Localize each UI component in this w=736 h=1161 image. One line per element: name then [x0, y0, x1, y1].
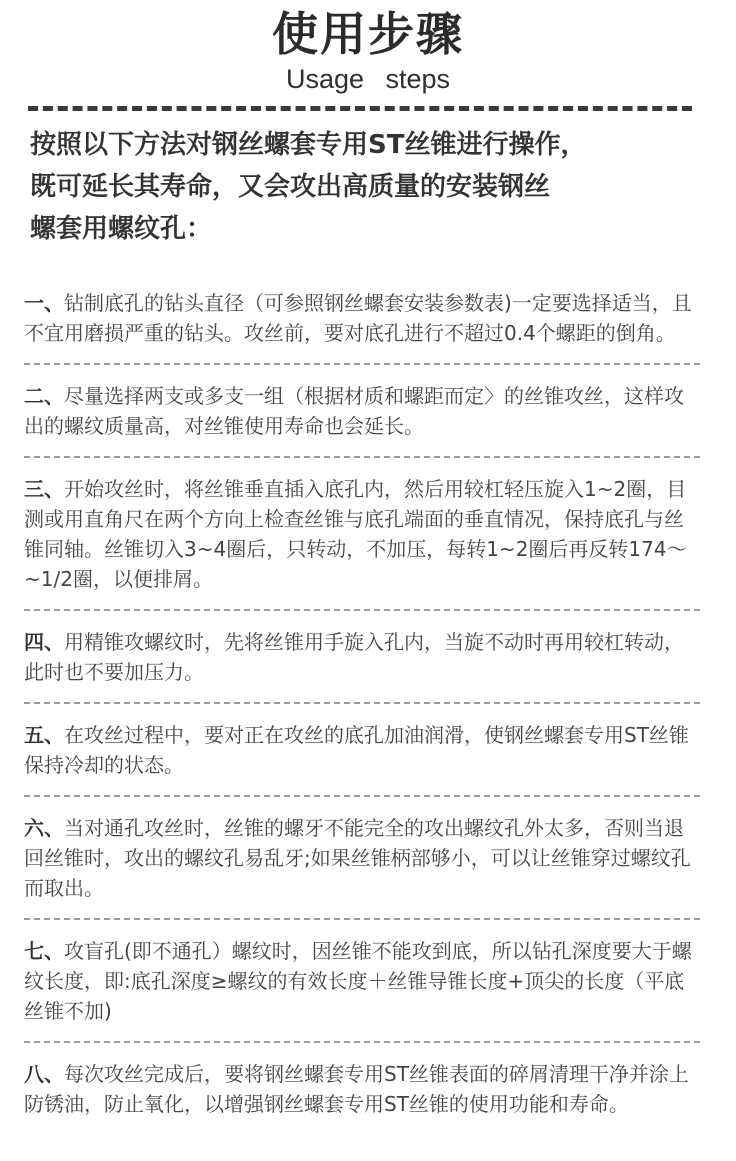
step-number: 一、 — [24, 291, 64, 315]
step-divider — [24, 702, 700, 704]
intro-line: 按照以下方法对钢丝螺套专用ST丝锥进行操作， — [30, 130, 587, 160]
intro-line: 既可延长其寿命，又会攻出高质量的安装钢丝 — [30, 172, 551, 202]
header-divider — [28, 106, 692, 111]
step-divider — [24, 609, 700, 611]
step-text: 在攻丝过程中，要对正在攻丝的底孔加油润滑，使钢丝螺套专用ST丝锥保持冷却的状态。 — [24, 723, 689, 777]
step-divider — [24, 363, 700, 365]
step-divider — [24, 456, 700, 458]
step-text: 钻制底孔的钻头直径（可参照钢丝螺套安装参数表)一定要选择适当，且不宜用磨损严重的钻头。攻丝前，要对底孔进行不超过0.4个螺距的倒角。 — [24, 291, 692, 345]
step-text: 每次攻丝完成后，要将钢丝螺套专用ST丝锥表面的碎屑清理干净并涂上防锈油，防止氧化，以增强钢丝螺套专用ST丝锥的使用功能和寿命。 — [24, 1062, 689, 1116]
step-item — [24, 468, 700, 600]
step-text: 当对通孔攻丝时，丝锥的螺牙不能完全的攻出螺纹孔外太多，否则当退回丝锥时，攻出的螺纹孔易乱牙;如果丝锥柄部够小，可以让丝锥穿过螺纹孔而取出。 — [24, 816, 691, 900]
step-text: 开始攻丝时，将丝锥垂直插入底孔内，然后用较杠轻压旋入1~2圈，目测或用直角尺在两个方向上检查丝锥与底孔端面的垂直情况，保持底孔与丝锥同轴。丝锥切入3~4圈后，只转动，不加压，每转1~2圈后再反转174〜~1/2圈，以便排屑。 — [24, 477, 687, 591]
step-number: 二、 — [24, 384, 64, 408]
page-subtitle: Usage steps — [285, 64, 451, 94]
header — [0, 0, 736, 100]
step-number: 八、 — [24, 1062, 64, 1086]
step-divider — [24, 918, 700, 920]
page-title — [272, 8, 464, 60]
title-wrap — [0, 8, 736, 60]
step-item — [24, 621, 700, 693]
intro-line: 螺套用螺纹孔： — [30, 214, 213, 244]
step-text: 攻盲孔(即不通孔）螺纹时，因丝锥不能攻到底，所以钻孔深度要大于螺纹长度，即:底孔深度≥螺纹的有效长度＋丝锥导锥长度+顶尖的长度（平底丝锥不加) — [24, 939, 692, 1023]
step-divider — [24, 1041, 700, 1043]
step-item — [24, 375, 700, 447]
step-text: 尽量选择两支或多支一组（根据材质和螺距而定〉的丝锥攻丝，这样攻出的螺纹质量高，对丝锥使用寿命也会延长。 — [24, 384, 684, 438]
step-item — [24, 714, 700, 786]
page-title-text: 使用步骤 — [272, 7, 464, 61]
step-number: 六、 — [24, 816, 64, 840]
step-number: 七、 — [24, 939, 64, 963]
step-divider — [24, 795, 700, 797]
step-number: 三、 — [24, 477, 64, 501]
step-number: 五、 — [24, 723, 64, 747]
step-number: 四、 — [24, 630, 64, 654]
intro-text — [30, 124, 710, 250]
step-text: 用精锥攻螺纹时，先将丝锥用手旋入孔内，当旋不动时再用较杠转动，此时也不要加压力。 — [24, 630, 684, 684]
step-item — [24, 282, 700, 354]
step-item — [24, 1053, 700, 1125]
step-item — [24, 930, 700, 1032]
steps-list — [24, 282, 700, 1125]
step-item — [24, 807, 700, 909]
